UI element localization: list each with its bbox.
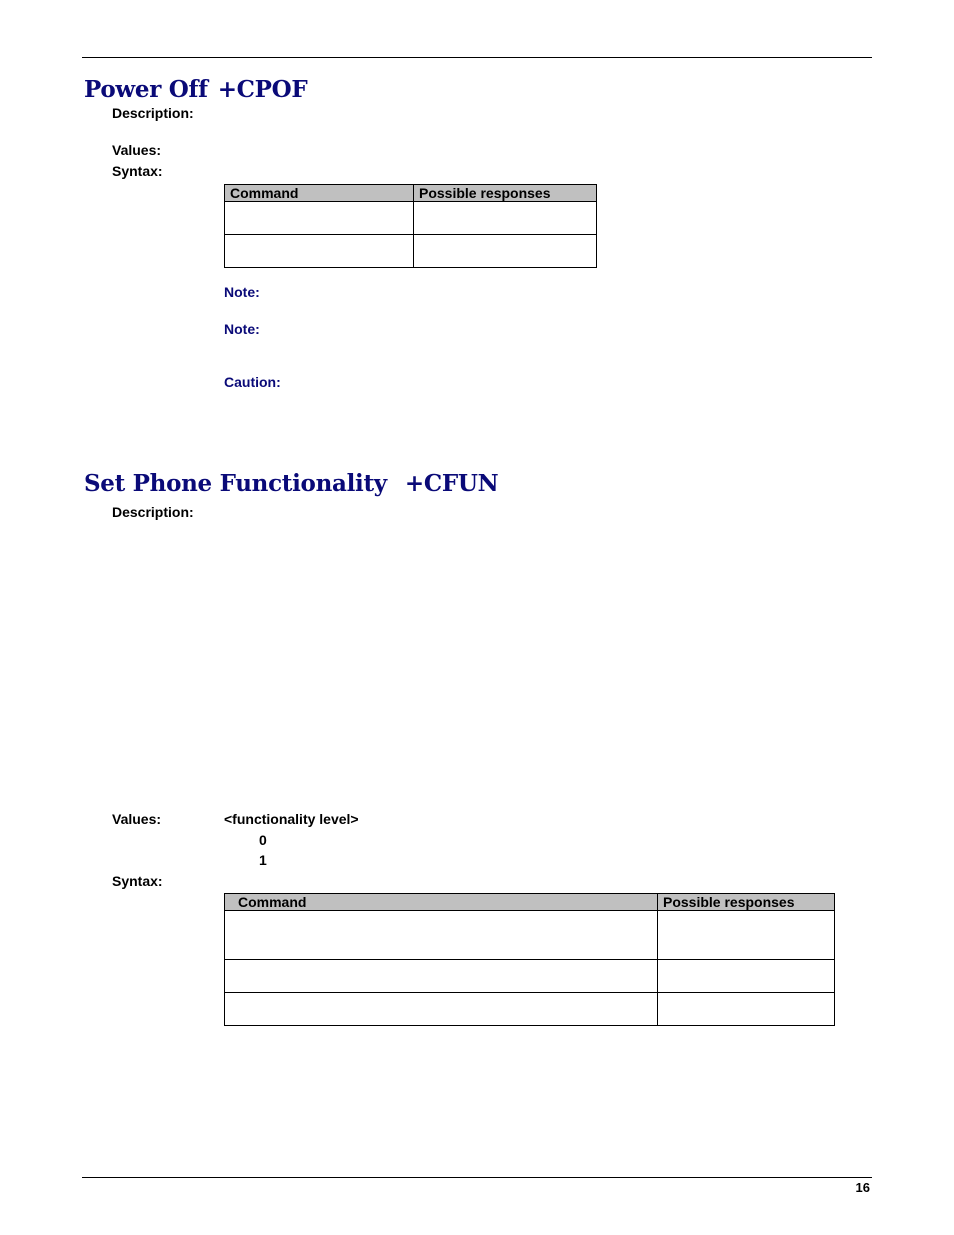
table-header-row (225, 185, 597, 202)
section-command: +CPOF (217, 76, 308, 103)
description-label: Description: (112, 504, 194, 520)
column-header-command: Command (225, 185, 414, 202)
table-cell (658, 960, 835, 993)
table-cell (225, 202, 414, 235)
values-label: Values: (112, 142, 162, 158)
table-row (225, 202, 597, 235)
table-cell (414, 235, 597, 268)
parameter-value: 0 (259, 832, 267, 848)
table-cell (225, 235, 414, 268)
table-cell (225, 960, 658, 993)
syntax-label: Syntax: (112, 873, 163, 889)
parameter-value: 1 (259, 852, 267, 868)
section-title-text: Power Off (84, 76, 208, 103)
parameter-name: <functionality level> (224, 811, 359, 827)
footer-rule (82, 1177, 872, 1178)
table-row (225, 960, 835, 993)
table-cell (658, 993, 835, 1026)
page-number: 16 (855, 1180, 870, 1195)
table-cell (414, 202, 597, 235)
section-title-text: Set Phone Functionality (84, 470, 387, 497)
header-rule (82, 57, 872, 58)
note-label: Note: (224, 321, 260, 337)
table-row (225, 993, 835, 1026)
values-label: Values: (112, 811, 162, 827)
table-cell (658, 911, 835, 960)
note-label: Note: (224, 284, 260, 300)
column-header-command: Command (225, 894, 658, 911)
table-row (225, 911, 835, 960)
table-row (225, 235, 597, 268)
syntax-label: Syntax: (112, 163, 163, 179)
description-label: Description: (112, 105, 194, 121)
section-command: +CFUN (404, 470, 499, 497)
syntax-table-cpof (224, 184, 597, 268)
table-cell (225, 993, 658, 1026)
column-header-responses: Possible responses (658, 894, 835, 911)
table-cell (225, 911, 658, 960)
caution-label: Caution: (224, 374, 281, 390)
syntax-table-cfun (224, 893, 835, 1026)
section-title-set-phone-functionality (84, 470, 498, 497)
section-title-power-off (84, 76, 307, 103)
table-header-row (225, 894, 835, 911)
column-header-responses: Possible responses (414, 185, 597, 202)
